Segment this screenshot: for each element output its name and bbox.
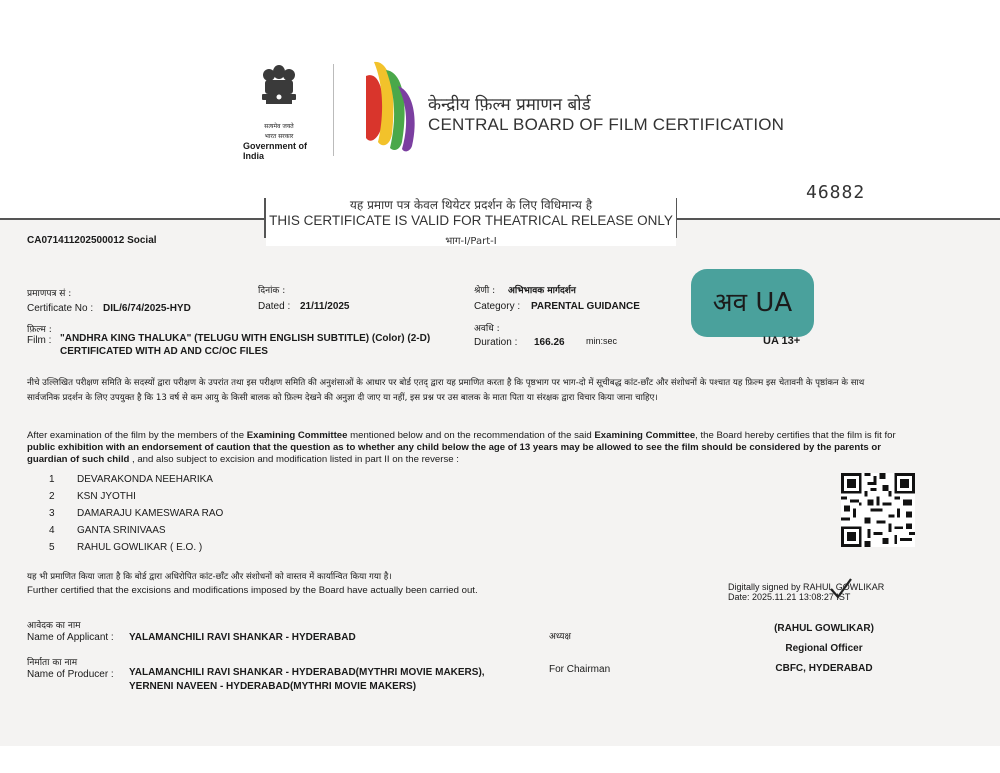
film-label-hindi: फ़िल्म :	[27, 325, 52, 335]
certification-hindi: नीचे उल्लिखित परीक्षण समिति के सदस्यों द्वारा परीक्षण के उपरांत तथा इस परीक्षण समिति की अनुशंसाओं के आधार पर बोर्ड एतद् द्वारा यह प्रमाणित करता है कि पृष्ठभाग पर भाग-दो में सूचीबद्ध कांट-छाँट और संशोधनों के पश्चात यह फ़िल्म इस चेतावनी के पृष्ठांकन के साथ सार्वजनिक प्रदर्शन के लिए उपयुक्त है कि 13 वर्ष से कम आयु के किसी बालक को फ़िल्म देखने की अनुज्ञा दी जाए या नहीं, इस प्रश्न पर उस बालक के माता पिता या संरक्षक द्वारा विचार किया जाना चाहिए।	[27, 378, 865, 403]
cert-text-1: After examination of the film by the members of the	[27, 430, 247, 441]
duration-label: Duration :	[474, 337, 518, 348]
category-label-hindi: श्रेणी :	[474, 286, 496, 296]
producer-label-hindi: निर्माता का नाम	[27, 658, 78, 668]
cert-text-6: public exhibition with an endorsement of caution that the question as to whether any child below the age of 13 years may be allowed to see the film should be considered by the parents or guardian of such child	[27, 442, 881, 465]
qr-code-icon	[841, 473, 915, 547]
signature-check-icon	[828, 576, 854, 602]
cert-text-3: mentioned below and on the recommendation of the said	[347, 430, 595, 441]
govt-hindi: भारत सरकार	[264, 133, 294, 140]
rating-text: UA 13+	[763, 335, 801, 347]
signatory-name: (RAHUL GOWLIKAR)	[774, 623, 874, 634]
govt-english: Government of India	[243, 141, 308, 161]
signatory-title: Regional Officer	[785, 643, 863, 654]
film-subtitle: CERTIFICATED WITH AD AND CC/OC FILES	[60, 346, 268, 357]
emblem-motto: सत्यमेव जयते	[264, 123, 294, 130]
cert-text-5: , the Board hereby certifies that the film is fit for	[695, 430, 896, 441]
for-chairman: For Chairman	[549, 664, 611, 675]
list-item: 2 KSN JYOTHI	[49, 491, 136, 502]
banner-hindi: यह प्रमाण पत्र केवल थियेटर प्रदर्शन के लिए विधिमान्य है	[349, 198, 593, 212]
certification-english	[27, 430, 897, 466]
serial-number: 46882	[806, 182, 866, 203]
digital-sign-date: Date: 2025.11.21 13:08:27 IST	[728, 592, 851, 602]
banner-rule-left	[0, 218, 264, 220]
cert-no-value: DIL/6/74/2025-HYD	[103, 303, 191, 314]
producer-line1: YALAMANCHILI RAVI SHANKAR - HYDERABAD(MYTHRI MOVIE MAKERS),	[129, 667, 485, 678]
date-label-hindi: दिनांक :	[258, 286, 286, 296]
category-value: PARENTAL GUIDANCE	[531, 301, 640, 312]
producer-label: Name of Producer :	[27, 669, 114, 680]
cbfc-logo-icon	[362, 56, 420, 154]
list-item: 1 DEVARAKONDA NEEHARIKA	[49, 474, 213, 485]
list-item: 5 RAHUL GOWLIKAR ( E.O. )	[49, 542, 203, 553]
applicant-label: Name of Applicant :	[27, 632, 114, 643]
cert-text-7: , and also subject to excision and modification listed in part II on the reverse :	[129, 454, 459, 465]
applicant-value: YALAMANCHILI RAVI SHANKAR - HYDERABAD	[129, 632, 356, 643]
applicant-label-hindi: आवेदक का नाम	[27, 621, 81, 631]
digital-signature	[728, 582, 884, 602]
digital-sign-line1: Digitally signed by RAHUL GOWLIKAR	[728, 582, 885, 592]
date-value: 21/11/2025	[300, 301, 350, 312]
rating-badge: अव UA	[691, 269, 814, 337]
banner-part: भाग-I/Part-I	[445, 236, 497, 247]
further-english: Further certified that the excisions and modifications imposed by the Board have actually been carried out.	[27, 585, 478, 596]
chairman-hindi: अध्यक्ष	[549, 632, 571, 642]
category-label: Category :	[474, 301, 521, 312]
cert-text-2: Examining Committee	[246, 430, 348, 441]
cert-no-label-hindi: प्रमाणपत्र सं :	[27, 289, 72, 299]
page-bottom-margin	[0, 746, 1000, 773]
further-hindi: यह भी प्रमाणित किया जाता है कि बोर्ड द्वारा अधिरोपित कांट-छाँट और संशोधनों को वास्तव में कार्यान्वित किया गया है।	[27, 572, 392, 582]
cert-text-4: Examining Committee	[594, 430, 696, 441]
date-label: Dated :	[258, 301, 291, 312]
board-name-hindi: केन्द्रीय फ़िल्म प्रमाणन बोर्ड	[428, 95, 591, 115]
national-emblem-icon	[256, 62, 302, 122]
duration-unit: min:sec	[586, 336, 618, 346]
board-name-english: CENTRAL BOARD OF FILM CERTIFICATION	[428, 115, 785, 134]
duration-label-hindi: अवधि :	[474, 324, 500, 334]
producer-line2: YERNENI NAVEEN - HYDERABAD(MYTHRI MOVIE MAKERS)	[129, 681, 417, 692]
film-label: Film :	[27, 335, 52, 346]
list-item: 4 GANTA SRINIVAAS	[49, 525, 166, 536]
banner-english: THIS CERTIFICATE IS VALID FOR THEATRICAL RELEASE ONLY	[269, 213, 673, 228]
film-title: "ANDHRA KING THALUKA" (TELUGU WITH ENGLISH SUBTITLE) (Color) (2-D)	[60, 333, 431, 344]
banner-rule-right	[676, 218, 1000, 220]
committee-list	[49, 474, 223, 559]
header-divider	[333, 64, 334, 156]
list-item: 3 DAMARAJU KAMESWARA RAO	[49, 508, 224, 519]
duration-value: 166.26	[534, 337, 565, 348]
category-value-hindi: अभिभावक मार्गदर्शन	[508, 286, 576, 296]
cert-no-label: Certificate No :	[27, 303, 94, 314]
reference-number: CA071411202500012 Social	[27, 235, 157, 246]
signatory-office: CBFC, HYDERABAD	[775, 663, 873, 674]
